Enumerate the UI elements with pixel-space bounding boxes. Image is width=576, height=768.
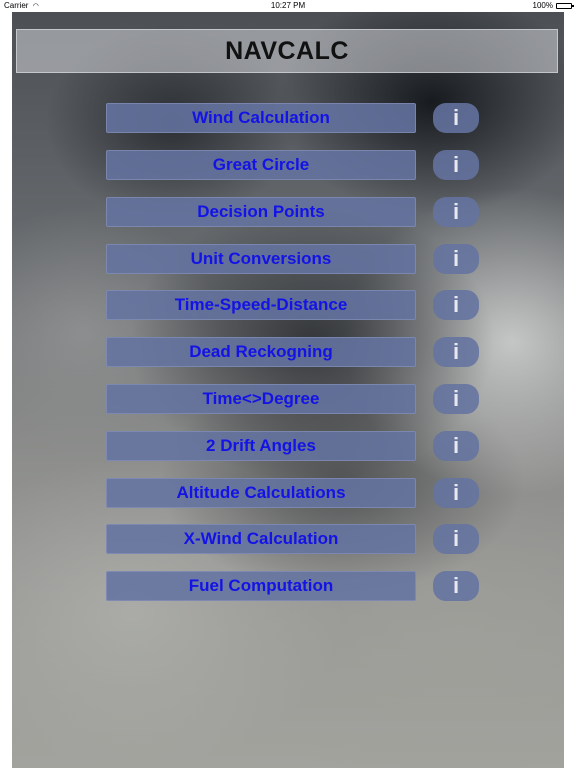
status-battery-group <box>533 1 572 10</box>
info-icon: i <box>452 386 460 411</box>
time-degree-info-button[interactable] <box>433 384 479 414</box>
battery-icon <box>556 3 572 9</box>
drift-angles-button[interactable]: 2 Drift Angles <box>106 431 416 461</box>
altitude-calculations-info-button[interactable] <box>433 478 479 508</box>
calculation-menu <box>12 12 564 768</box>
unit-conversions-info-button[interactable] <box>433 244 479 274</box>
info-icon: i <box>452 246 460 271</box>
info-icon: i <box>452 339 460 364</box>
decision-points-button[interactable]: Decision Points <box>106 197 416 227</box>
menu-row-fuel-computation <box>12 571 564 601</box>
menu-row-dead-reckoning <box>12 337 564 367</box>
unit-conversions-button[interactable]: Unit Conversions <box>106 244 416 274</box>
carrier-label: Carrier <box>4 1 29 10</box>
menu-row-x-wind-calculation <box>12 524 564 554</box>
info-icon: i <box>452 480 460 505</box>
page-title: NAVCALC <box>225 36 349 65</box>
fuel-computation-info-button[interactable] <box>433 571 479 601</box>
battery-percentage: 100% <box>532 1 553 10</box>
menu-row-time-speed-distance <box>12 290 564 320</box>
fuel-computation-button[interactable]: Fuel Computation <box>106 571 416 601</box>
menu-row-altitude-calculations <box>12 478 564 508</box>
info-icon: i <box>452 433 460 458</box>
status-time: 10:27 PM <box>270 1 306 10</box>
info-icon: i <box>452 526 460 551</box>
menu-row-time-degree <box>12 384 564 414</box>
dead-reckoning-button[interactable]: Dead Reckogning <box>106 337 416 367</box>
time-degree-button[interactable]: Time<>Degree <box>106 384 416 414</box>
status-bar <box>0 0 576 12</box>
menu-row-great-circle <box>12 150 564 180</box>
wind-calculation-info-button[interactable] <box>433 103 479 133</box>
drift-angles-info-button[interactable] <box>433 431 479 461</box>
menu-row-unit-conversions <box>12 244 564 274</box>
time-speed-distance-info-button[interactable] <box>433 290 479 320</box>
x-wind-calculation-info-button[interactable] <box>433 524 479 554</box>
info-icon: i <box>452 105 460 130</box>
info-icon: i <box>452 573 460 598</box>
info-icon: i <box>452 152 460 177</box>
dead-reckoning-info-button[interactable] <box>433 337 479 367</box>
wind-calculation-button[interactable]: Wind Calculation <box>106 103 416 133</box>
time-speed-distance-button[interactable]: Time-Speed-Distance <box>106 290 416 320</box>
great-circle-button[interactable]: Great Circle <box>106 150 416 180</box>
info-icon: i <box>452 292 460 317</box>
altitude-calculations-button[interactable]: Altitude Calculations <box>106 478 416 508</box>
great-circle-info-button[interactable] <box>433 150 479 180</box>
wifi-icon: ◠ <box>32 3 39 10</box>
app-main <box>12 12 564 768</box>
decision-points-info-button[interactable] <box>433 197 479 227</box>
info-icon: i <box>452 199 460 224</box>
menu-row-decision-points <box>12 197 564 227</box>
menu-row-wind-calculation <box>12 103 564 133</box>
x-wind-calculation-button[interactable]: X-Wind Calculation <box>106 524 416 554</box>
menu-row-drift-angles <box>12 431 564 461</box>
